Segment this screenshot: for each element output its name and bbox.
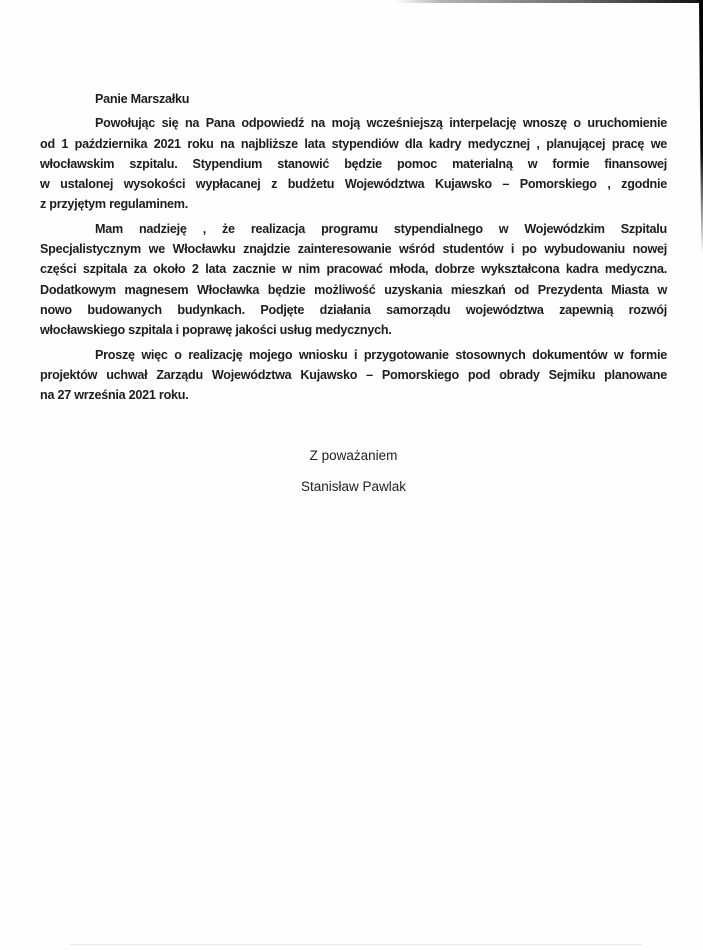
paragraph-line: od 1 października 2021 roku na najbliższe lata stypendiów dla kadry medycznej , planującej pracę we [40,136,667,151]
letter-body [40,89,667,497]
paragraph-line: Specjalistycznym we Włocławku znajdzie zainteresowanie wśród studentów i po wybudowaniu nowej [40,242,667,257]
closing-text: Z poważaniem [309,448,398,464]
paragraph-1 [40,113,667,214]
salutation: Panie Marszałku [95,92,190,106]
scan-artifact-bottom-edge [70,944,643,945]
paragraph-2 [40,219,667,341]
paragraph-line: Mam nadzieję , że realizacja programu stypendialnego w Wojewódzkim Szpitalu [95,221,667,236]
paragraph-line: Proszę więc o realizację mojego wniosku i przygotowanie stosownych dokumentów w formie [95,347,667,362]
scan-artifact-right-edge [698,0,703,255]
paragraph-line: na 27 września 2021 roku. [40,388,189,403]
paragraph-line: w ustalonej wysokości wypłacanej z budżetu Województwa Kujawsko – Pomorskiego , zgodnie [40,177,667,192]
scan-artifact-top-edge [395,0,703,3]
signature-name: Stanisław Pawlak [300,478,407,494]
paragraph-line: części szpitala za około 2 lata zacznie w nim pracować młoda, dobrze wykształcona kadra medyczna. [40,262,667,277]
paragraph-line: włocławskim szpitalu. Stypendium stanowić będzie pomoc materialną w formie finansowej [40,156,667,171]
paragraph-line: z przyjętym regulaminem. [40,197,188,212]
paragraph-line: projektów uchwał Zarządu Województwa Kujawsko – Pomorskiego pod obrady Sejmiku planowane [40,367,667,382]
closing-block [40,446,667,497]
paragraph-line: Dodatkowym magnesem Włocławka będzie możliwość uzyskania mieszkań od Prezydenta Miasta w [40,282,667,297]
paragraph-line: włocławskiego szpitala i poprawę jakości usług medycznych. [40,323,392,338]
paragraph-line: Powołując się na Pana odpowiedź na moją wcześniejszą interpelację wnoszę o uruchomienie [95,116,667,131]
paragraph-line: nowo budowanych budynkach. Podjęte działania samorządu województwa zapewnią rozwój [40,302,667,317]
paragraph-3 [40,345,667,406]
